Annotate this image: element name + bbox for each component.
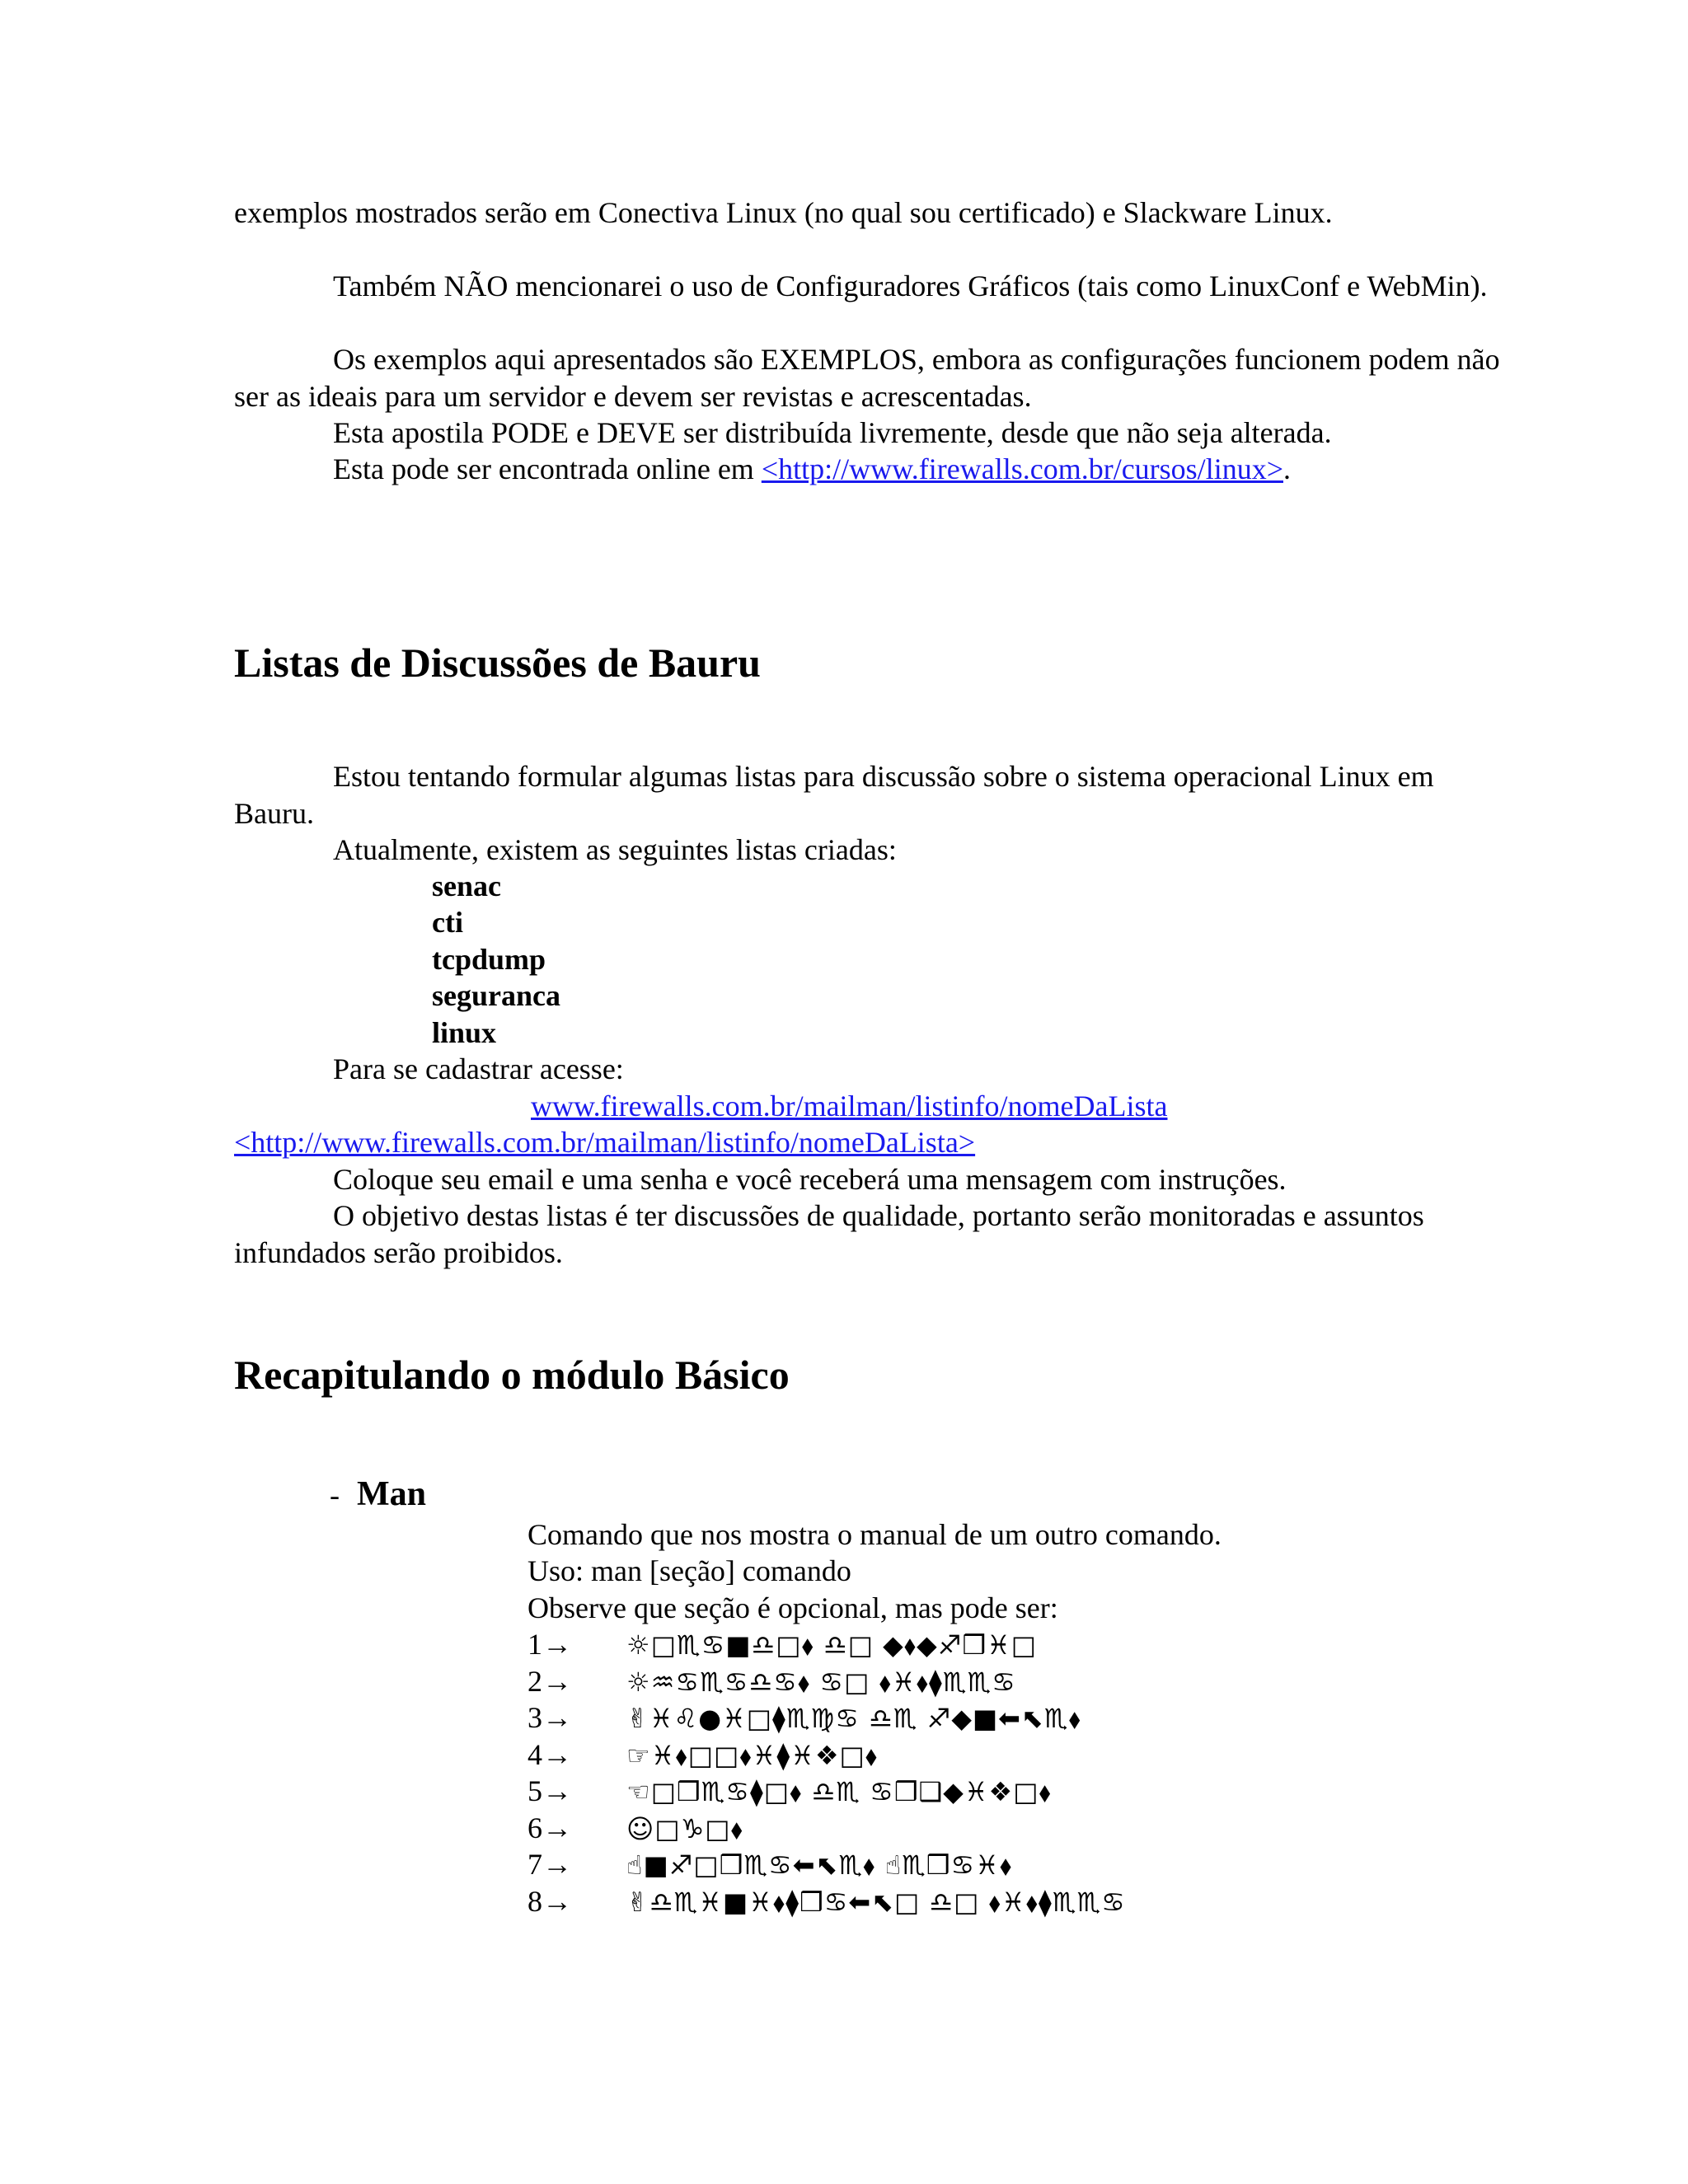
man-section-number: 7→ <box>528 1848 572 1881</box>
man-section-item <box>528 1883 1126 1921</box>
man-section-number: 1→ <box>528 1628 572 1661</box>
man-title: Man <box>357 1475 426 1513</box>
intro-text-3: Os exemplos aqui apresentados são EXEMPLOS, embora as configurações funcionem podem não ser as ideais para um servidor e devem ser revistas e acrescentadas. <box>234 343 1500 413</box>
man-section-item <box>528 1626 1037 1664</box>
man-section-symbol-text: ☞♓⬧□□⬧♓⧫♓❖□⬧ <box>626 1739 879 1771</box>
man-section-item <box>528 1810 743 1848</box>
intro-paragraph-5 <box>234 451 1520 488</box>
list-name-tcpdump: tcpdump <box>432 943 546 976</box>
man-desc-3: Observe que seção é opcional, mas pode ser: <box>528 1591 1058 1624</box>
man-section-number: 8→ <box>528 1884 572 1918</box>
man-section-item <box>528 1773 1052 1811</box>
man-section-number: 5→ <box>528 1774 572 1807</box>
listas-text-2: Atualmente, existem as seguintes listas criadas: <box>333 833 897 866</box>
man-section-symbol-text: ☺□♑□⬧ <box>626 1812 743 1844</box>
man-dash: - <box>330 1479 340 1511</box>
man-desc-1: Comando que nos mostra o manual de um outro comando. <box>528 1518 1221 1551</box>
list-name-cti: cti <box>432 906 463 939</box>
mailman-link-line-2 <box>234 1124 975 1161</box>
apostila-link[interactable]: <http://www.firewalls.com.br/cursos/linux> <box>761 452 1283 485</box>
man-section-symbol-text: ☼□♏♋■♎□⬧ ♎□ ◆⬧◆♐❒♓□ <box>626 1629 1038 1661</box>
man-section-symbol-text: ✌♓♌●♓□⧫♏♍♋ ♎♏ ♐◆■⬅⬉♏⬧ <box>626 1703 1081 1734</box>
intro-text-2: Também NÃO mencionarei o uso de Configuradores Gráficos (tais como LinuxConf e WebMin). <box>333 269 1488 302</box>
man-section-number: 3→ <box>528 1701 572 1734</box>
intro-paragraph-4 <box>234 415 1520 452</box>
man-section-item <box>528 1736 878 1774</box>
man-section-number: 6→ <box>528 1811 572 1844</box>
man-section-symbol-text: ✌♎♏♓■♓⬧⧫❒♋⬅⬉□ ♎□ ⬧♓⬧⧫♏♏♋ <box>626 1886 1126 1918</box>
man-section-symbol-text: ☼♒♋♏♋♎♋⬧ ♋□ ⬧♓⬧⧫♏♏♋ <box>626 1666 1016 1698</box>
mailman-link[interactable]: www.firewalls.com.br/mailman/listinfo/nomeDaLista <box>531 1090 1168 1122</box>
listas-paragraph-1 <box>234 758 1520 832</box>
man-section-item <box>528 1699 1081 1737</box>
intro-text-4: Esta apostila PODE e DEVE ser distribuída livremente, desde que não seja alterada. <box>333 416 1332 449</box>
man-section-item <box>528 1663 1016 1701</box>
intro-paragraph-2 <box>234 268 1520 305</box>
intro-paragraph-1 <box>234 194 1520 232</box>
listas-text-5: O objetivo destas listas é ter discussões de qualidade, portanto serão monitoradas e assuntos infundados serão proibidos. <box>234 1199 1424 1269</box>
man-desc-2: Uso: man [seção] comando <box>528 1554 851 1587</box>
intro-paragraph-3 <box>234 341 1520 415</box>
list-name-senac: senac <box>432 869 501 902</box>
intro-text-5: Esta pode ser encontrada online em <box>333 452 762 485</box>
listas-paragraph-2 <box>234 832 1520 869</box>
man-section-symbol-text: ☜□❒♏♋⧫□⬧ ♎♏ ♋❒❑◆♓❖□⬧ <box>626 1776 1052 1807</box>
listas-paragraph-5 <box>234 1197 1520 1271</box>
section-heading-recap: Recapitulando o módulo Básico <box>234 1352 790 1398</box>
mailman-link-line <box>531 1088 1168 1125</box>
man-section-item <box>528 1846 1012 1884</box>
list-name-linux: linux <box>432 1016 497 1049</box>
man-section-number: 4→ <box>528 1737 572 1771</box>
list-name-seguranca: seguranca <box>432 979 560 1012</box>
listas-text-1: Estou tentando formular algumas listas para discussão sobre o sistema operacional Linux em Bauru. <box>234 760 1434 830</box>
intro-text-5-suffix: . <box>1283 452 1291 485</box>
man-section-number: 2→ <box>528 1664 572 1698</box>
intro-line-1: exemplos mostrados serão em Conectiva Linux (no qual sou certificado) e Slackware Linux. <box>234 196 1333 229</box>
section-heading-listas: Listas de Discussões de Bauru <box>234 640 761 686</box>
listas-paragraph-4: Coloque seu email e uma senha e você receberá uma mensagem com instruções. <box>333 1163 1287 1196</box>
listas-paragraph-3: Para se cadastrar acesse: <box>333 1052 624 1085</box>
man-section-symbol-text: ☝■♐□❒♏♋⬅⬉♏⬧ ☝♏❒♋♓⬧ <box>626 1849 1013 1881</box>
mailman-link-full[interactable]: <http://www.firewalls.com.br/mailman/listinfo/nomeDaLista> <box>234 1126 976 1159</box>
man-heading <box>330 1474 426 1516</box>
